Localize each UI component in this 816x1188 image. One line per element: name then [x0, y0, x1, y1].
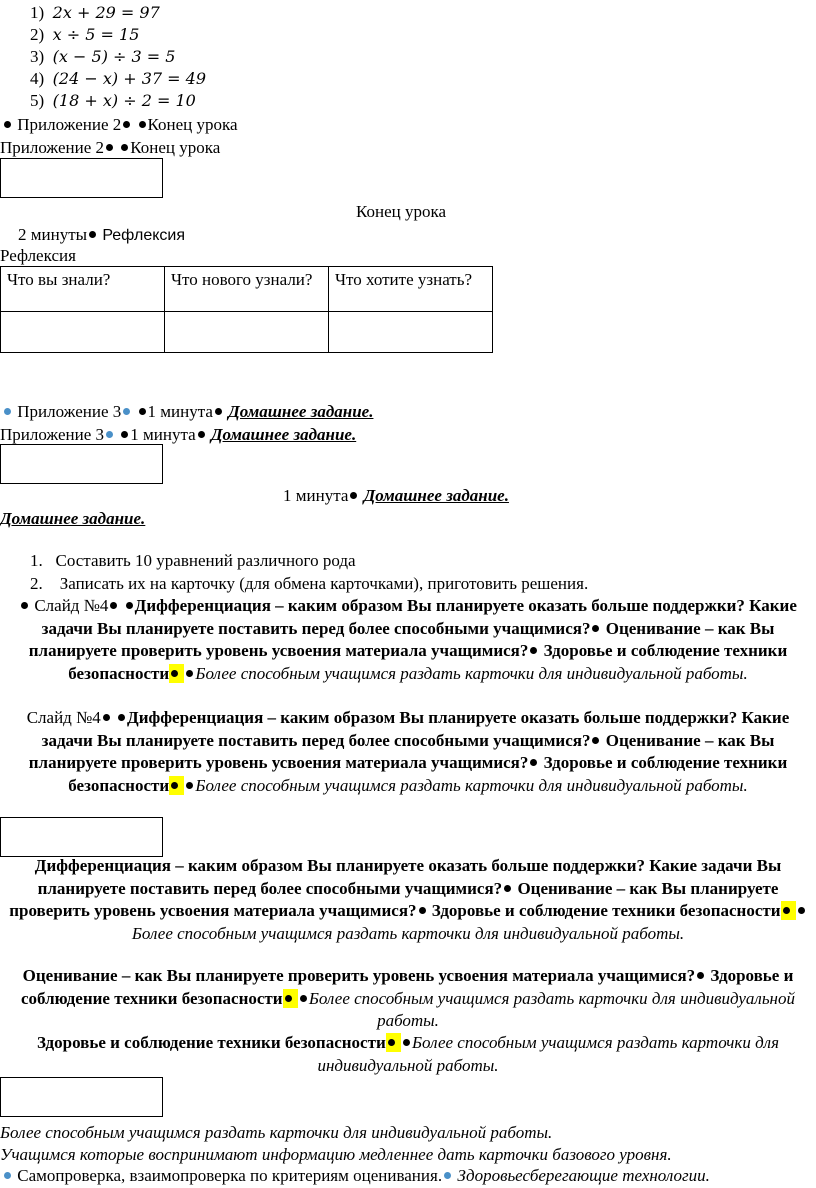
- bullet-icon: [21, 602, 28, 609]
- slide4-note: Более способным учащимся раздать карточки для индивидуальной работы.: [131, 923, 685, 943]
- bullet-icon: [592, 625, 599, 632]
- bullet-icon: [388, 1039, 395, 1046]
- equation-text: (18 + x) ÷ 2 = 10: [52, 91, 196, 110]
- table-header-cell: Что вы знали?: [1, 267, 165, 312]
- bullet-icon: [89, 231, 96, 238]
- equation-number: 5): [30, 91, 45, 110]
- differentiation-block: [0, 855, 816, 945]
- image-placeholder: [0, 444, 163, 484]
- safety-text: Здоровье и соблюдение техники безопасности: [21, 966, 794, 1008]
- health-tech-text: Здоровьесберегающие технологии.: [457, 1166, 710, 1185]
- table-header-cell: Что нового узнали?: [165, 267, 329, 312]
- appendix3-label: Приложение 3: [17, 402, 122, 421]
- bullet-icon: [530, 759, 537, 766]
- final-line-2: Учащимся которые воспринимают информацию медленнее дать карточки базового уровня.: [0, 1145, 672, 1164]
- appendix2-line-2: [0, 137, 220, 159]
- slide4-note: Более способным учащимся раздать карточки для индивидуальной работы.: [195, 775, 748, 795]
- table-row: [1, 312, 493, 353]
- bullet-icon: [123, 408, 130, 415]
- table-cell: [165, 312, 329, 353]
- bullet-icon: [403, 1039, 410, 1046]
- bullet-icon: [186, 670, 193, 677]
- slide4-label: Слайд №4: [34, 596, 109, 615]
- bullet-icon: [126, 602, 133, 609]
- assessment-text: Оценивание – как Вы планируете проверить уровень усвоения материала учащимися?: [28, 730, 775, 772]
- bullet-icon: [121, 144, 128, 151]
- bullet-icon: [139, 121, 146, 128]
- highlight-mark: [283, 989, 298, 1008]
- equation-text: 2x + 29 = 97: [52, 3, 160, 22]
- appendix3-time: 1 минута: [283, 486, 349, 505]
- homework-title: Домашнее задание.: [228, 402, 374, 421]
- highlight-mark: [169, 776, 184, 795]
- list-number: 2.: [30, 574, 43, 593]
- equation-number: 4): [30, 69, 45, 88]
- equation-number: 1): [30, 3, 45, 22]
- end-of-lesson: Конец урока: [130, 138, 221, 157]
- bullet-icon: [121, 431, 128, 438]
- bullet-icon: [4, 408, 11, 415]
- bullet-icon: [110, 602, 117, 609]
- bullet-icon: [171, 670, 178, 677]
- image-placeholder: [0, 1077, 163, 1117]
- list-item: [30, 550, 356, 572]
- equation-number: 2): [30, 25, 45, 44]
- safety-text: Здоровье и соблюдение техники безопасности: [36, 1033, 386, 1052]
- equation-item: [30, 68, 206, 90]
- image-placeholder: [0, 158, 163, 198]
- bullet-icon: [103, 714, 110, 721]
- list-text: Записать их на карточку (для обмена карточками), приготовить решения.: [59, 574, 589, 593]
- bullet-icon: [697, 972, 704, 979]
- bullet-icon: [186, 782, 193, 789]
- bullet-icon: [171, 782, 178, 789]
- differentiation-text: Дифференциация – каким образом Вы планируете оказать больше поддержки? Какие задачи Вы планируете поставить перед более способными учащимися?: [41, 596, 797, 638]
- bullet-icon: [798, 907, 805, 914]
- assessment-text: Оценивание – как Вы планируете проверить уровень усвоения материала учащимися?: [9, 878, 779, 920]
- safety-block: [0, 1032, 816, 1077]
- reflection-time: 2 минуты: [18, 225, 88, 244]
- differentiation-text: Дифференциация – каким образом Вы планируете оказать больше поддержки? Какие задачи Вы планируете поставить перед более способными учащимися?: [34, 856, 782, 898]
- safety-text: Здоровье и соблюдение техники безопасности: [68, 641, 788, 683]
- list-number: 1.: [30, 551, 43, 570]
- bullet-icon: [783, 907, 790, 914]
- final-line-1: Более способным учащимся раздать карточки для индивидуальной работы.: [0, 1123, 553, 1142]
- bullet-icon: [4, 1172, 11, 1179]
- assessment-block: [0, 965, 816, 1033]
- homework-heading: [0, 508, 145, 530]
- bullet-icon: [300, 995, 307, 1002]
- equation-text: (24 − x) + 37 = 49: [52, 69, 206, 88]
- equation-item: [30, 24, 139, 46]
- appendix3-line-2: [0, 424, 356, 446]
- homework-centered: [283, 485, 509, 507]
- slide4-block-2: [0, 707, 816, 797]
- equation-item: [30, 90, 196, 112]
- table-cell: [1, 312, 165, 353]
- slide4-note: Более способным учащимся раздать карточки для индивидуальной работы.: [195, 663, 748, 683]
- bullet-icon: [285, 995, 292, 1002]
- homework-title: Домашнее задание.: [210, 425, 357, 444]
- bullet-icon: [530, 647, 537, 654]
- image-placeholder: [0, 817, 163, 857]
- bullet-icon: [4, 121, 11, 128]
- slide4-note: Более способным учащимся раздать карточки для индивидуальной работы.: [308, 988, 795, 1030]
- assessment-text: Оценивание – как Вы планируете проверить уровень усвоения материала учащимися?: [22, 966, 696, 985]
- appendix2-label: Приложение 2: [17, 115, 122, 134]
- bullet-icon: [106, 144, 113, 151]
- bullet-icon: [123, 121, 130, 128]
- appendix3-time: 1 минута: [147, 402, 213, 421]
- bullet-icon: [118, 714, 125, 721]
- equation-number: 3): [30, 47, 45, 66]
- safety-text: Здоровье и соблюдение техники безопасности: [431, 901, 781, 920]
- table-cell: [329, 312, 493, 353]
- bullet-icon: [419, 907, 426, 914]
- homework-title: Домашнее задание.: [363, 486, 509, 505]
- appendix2-line-1: [2, 114, 238, 136]
- appendix2-label: Приложение 2: [0, 138, 104, 157]
- assessment-text: Оценивание – как Вы планируете проверить уровень усвоения материала учащимися?: [28, 618, 775, 660]
- bullet-icon: [139, 408, 146, 415]
- table-header-cell: Что хотите узнать?: [329, 267, 493, 312]
- reflection-table: [0, 266, 493, 353]
- reflection-line-1: [18, 224, 185, 247]
- equation-text: x ÷ 5 = 15: [52, 25, 140, 44]
- end-of-lesson: Конец урока: [147, 115, 238, 134]
- highlight-mark: [781, 901, 796, 920]
- table-row: [1, 267, 493, 312]
- safety-text: Здоровье и соблюдение техники безопасности: [68, 753, 788, 795]
- appendix3-line-1: [2, 401, 373, 423]
- reflection-heading: Рефлексия: [0, 246, 76, 265]
- bullet-icon: [592, 737, 599, 744]
- list-text: Составить 10 уравнений различного рода: [55, 551, 356, 570]
- equation-text: (x − 5) ÷ 3 = 5: [52, 47, 176, 66]
- final-line-3: [2, 1165, 710, 1187]
- homework-title: Домашнее задание.: [0, 509, 146, 528]
- differentiation-text: Дифференциация – каким образом Вы планируете оказать больше поддержки? Какие задачи Вы планируете поставить перед более способными учащимися?: [41, 708, 790, 750]
- list-item: [30, 573, 588, 595]
- slide4-note: Более способным учащимся раздать карточки для индивидуальной работы.: [317, 1033, 779, 1075]
- equation-item: [30, 46, 175, 68]
- bullet-icon: [350, 492, 357, 499]
- appendix3-label: Приложение 3: [0, 425, 104, 444]
- highlight-mark: [386, 1033, 401, 1052]
- bullet-icon: [215, 408, 222, 415]
- slide4-label: Слайд №4: [26, 708, 101, 727]
- bullet-icon: [504, 885, 511, 892]
- bullet-icon: [106, 431, 113, 438]
- end-of-lesson-centered: Конец урока: [356, 202, 447, 221]
- bullet-icon: [444, 1172, 451, 1179]
- self-check-text: Самопроверка, взаимопроверка по критериям оценивания.: [17, 1166, 443, 1185]
- slide4-block-1: [0, 595, 816, 685]
- bullet-icon: [198, 431, 205, 438]
- highlight-mark: [169, 664, 184, 683]
- appendix3-time: 1 минута: [130, 425, 196, 444]
- reflection-title: Рефлексия: [102, 227, 186, 244]
- equation-item: [30, 2, 160, 24]
